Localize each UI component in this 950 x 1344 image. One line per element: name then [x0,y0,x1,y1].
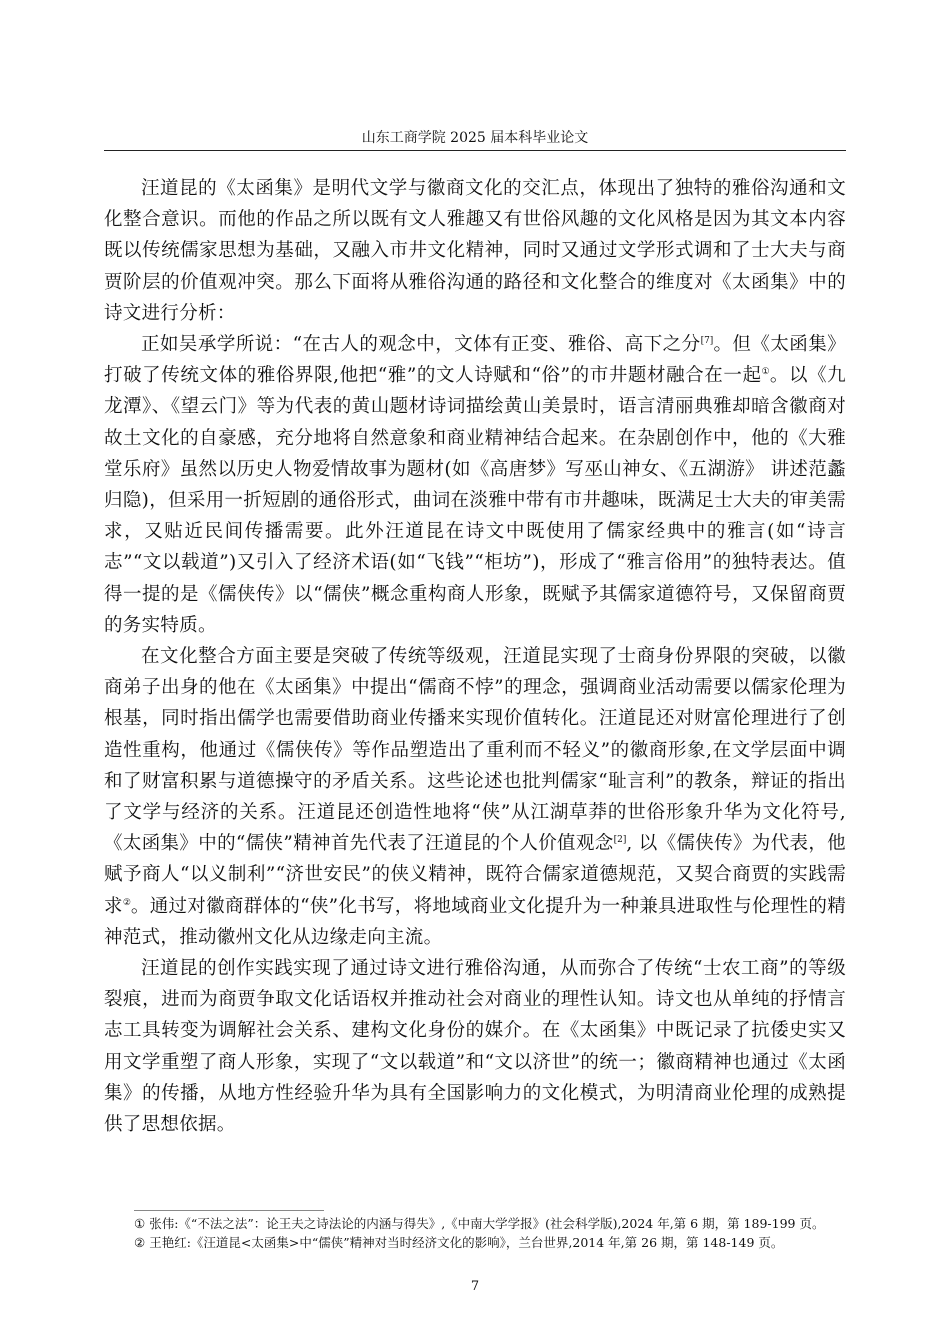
paragraph-2-part-3: 。以《九龙潭》、《望云门》等为代表的黄山题材诗词描绘黄山美景时，语言清丽典雅却暗含徽商对故土文化的自豪感，充分地将自然意象和商业精神结合起来。在杂剧创作中，他的《大雅堂乐府》虽然以历史人物爱情故事为题材(如《高唐梦》写巫山神女、《五湖游》 讲述范蠡归隐)，但采用一折短剧的通俗形式，曲词在淡雅中带有市井趣味，既满足士大夫的审美需求，又贴近民间传播需要。此外汪道昆在诗文中既使用了儒家经典中的雅言(如“诗言志”“文以载道”)又引入了经济术语(如“飞钱”“柜坊”)，形成了“雅言俗用”的独特表达。值得一提的是《儒侠传》以“儒侠”概念重构商人形象，既赋予其儒家道德符号，又保留商贾的务实特质。 [104,365,846,636]
citation-ref-2: [2] [613,835,627,846]
footnote-2-text: 王艳红:《汪道昆<太函集>中“儒侠”精神对当时经济文化的影响》，兰台世界,2014 年,第 26 期，第 148-149 页。 [149,1235,784,1250]
footnote-2-mark: ② [134,1235,146,1250]
header-title: 山东工商学院 2025 届本科毕业论文 [361,130,589,146]
footnote-ref-2[interactable]: ② [122,897,131,908]
paragraph-2-part-2: 。但《太函集》打破了传统文体的雅俗界限,他把“雅”的文人诗赋和“俗”的市井题材融合在一起 [104,334,846,387]
paragraph-1: 汪道昆的《太函集》是明代文学与徽商文化的交汇点，体现出了独特的雅俗沟通和文化整合意识。而他的作品之所以既有文人雅趣又有世俗风趣的文化风格是因为其文本内容既以传统儒家思想为基础，又融入市井文化精神，同时又通过文学形式调和了士大夫与商贾阶层的价值观冲突。那么下面将从雅俗沟通的路径和文化整合的维度对《太函集》中的诗文进行分析： [104,178,846,324]
footnote-ref-1[interactable]: ① [761,367,770,378]
footnote-1-text: 张伟:《“不法之法”：论王夫之诗法论的内涵与得失》,《中南大学学报》(社会科学版),2024 年,第 6 期，第 189-199 页。 [149,1216,825,1231]
footnotes [134,1216,848,1254]
footnote-divider [134,1210,324,1211]
page-header [104,128,846,151]
paragraph-2 [104,329,846,641]
paragraph-3-part-2: , 以《儒侠传》为代表，他赋予商人“以义制利”“济世安民”的侠义精神，既符合儒家道德规范，又契合商贾的实践需求 [104,833,846,917]
footnote-1 [134,1216,848,1232]
citation-ref-7: [7] [700,335,714,346]
paragraph-3-part-3: 。通过对徽商群体的“侠”化书写，将地域商业文化提升为一种兼具进取性与伦理性的精神范式，推动徽州文化从边缘走向主流。 [104,895,847,948]
paragraph-4: 汪道昆的创作实践实现了通过诗文进行雅俗沟通，从而弥合了传统“士农工商”的等级裂痕，进而为商贾争取文化话语权并推动社会对商业的理性认知。诗文也从单纯的抒情言志工具转变为调解社会关系、建构文化身份的媒介。在《太函集》中既记录了抗倭史实又用文学重塑了商人形象，实现了“文以载道”和“文以济世”的统一；徽商精神也通过《太函集》的传播，从地方性经验升华为具有全国影响力的文化模式，为明清商业伦理的成熟提供了思想依据。 [104,958,846,1136]
footnote-2 [134,1235,848,1251]
paragraph-2-part-1: 正如吴承学所说：“在古人的观念中，文体有正变、雅俗、高下之分 [141,334,701,356]
page-number: 7 [470,1279,480,1294]
paragraph-3-part-1: 在文化整合方面主要是突破了传统等级观，汪道昆实现了士商身份界限的突破，以徽商弟子出身的他在《太函集》中提出“儒商不悖”的理念，强调商业活动需要以儒家伦理为根基，同时指出儒学也需要借助商业传播来实现价值转化。汪道昆还对财富伦理进行了创造性重构，他通过《儒侠传》等作品塑造出了重利而不轻义”的徽商形象,在文学层面中调和了财富积累与道德操守的矛盾关系。这些论述也批判儒家“耻言利”的教条，辩证的指出了文学与经济的关系。汪道昆还创造性地将“侠”从江湖草莽的世俗形象升华为文化符号,《太函集》中的“儒侠”精神首先代表了汪道昆的个人价值观念 [104,646,846,855]
body-text [104,173,847,1140]
footnote-1-mark: ① [134,1216,146,1231]
paragraph-3 [104,641,846,953]
